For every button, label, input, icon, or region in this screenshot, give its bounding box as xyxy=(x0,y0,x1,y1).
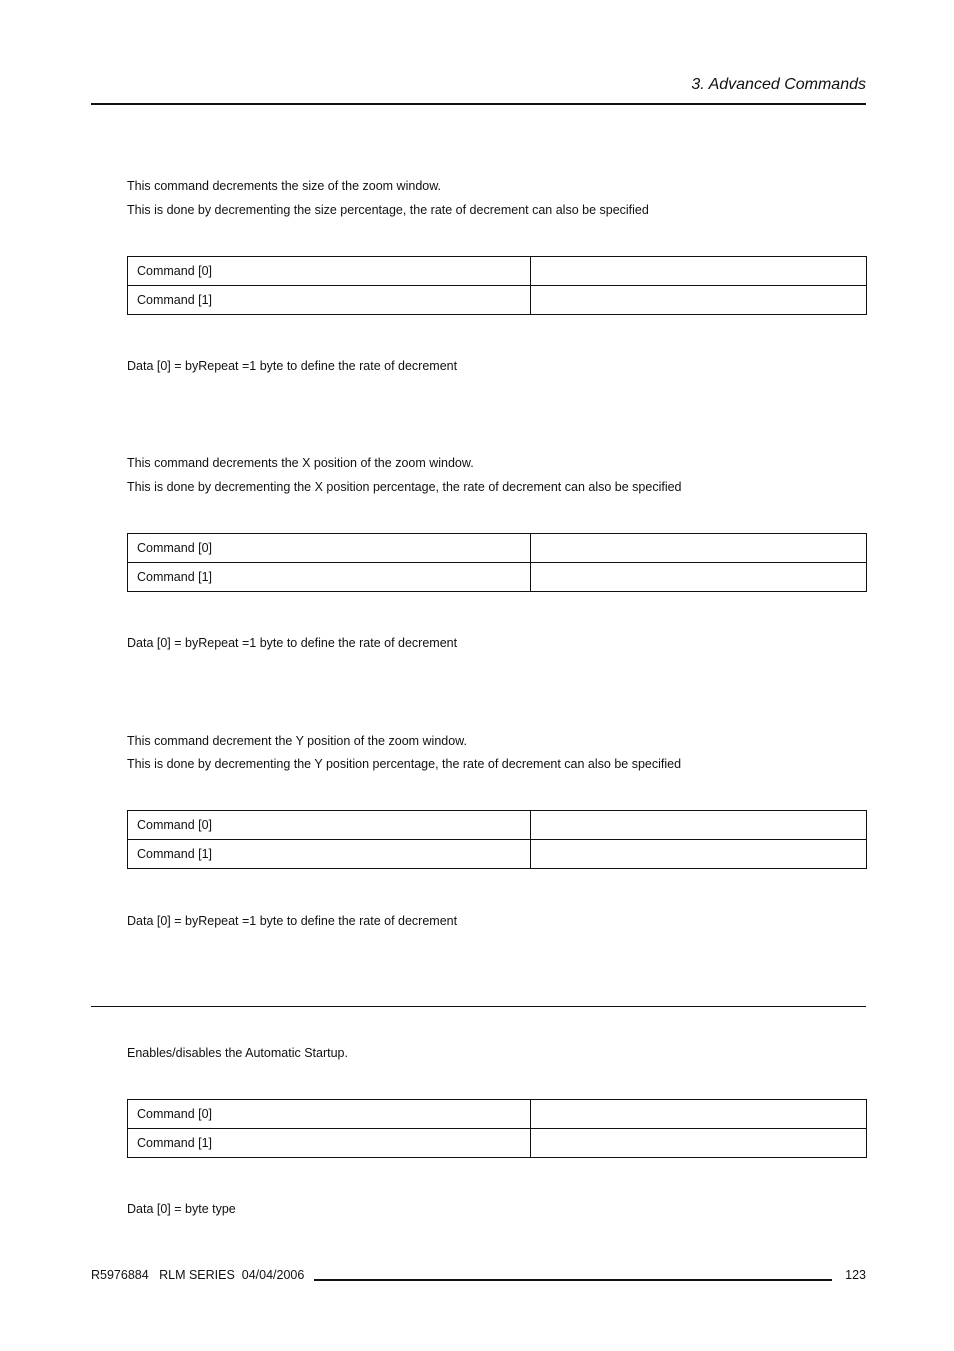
command-table xyxy=(127,256,867,315)
table-row xyxy=(128,286,867,315)
intro-text: This command decrements the size of the zoom window. xyxy=(127,179,442,193)
intro-text: This is done by decrementing the X position percentage, the rate of decrement can also be specified xyxy=(127,480,682,494)
command-value xyxy=(531,563,867,592)
table-row xyxy=(128,534,867,563)
document-info: R5976884 RLM SERIES 04/04/2006 xyxy=(91,1268,305,1282)
command-label: Command [1] xyxy=(128,840,531,869)
table-row xyxy=(128,840,867,869)
section-divider xyxy=(91,1006,866,1007)
intro-text: This is done by decrementing the Y position percentage, the rate of decrement can also be specified xyxy=(127,757,682,771)
command-label: Command [1] xyxy=(128,1129,531,1158)
command-label: Command [1] xyxy=(128,286,531,315)
command-table xyxy=(127,533,867,592)
command-label: Command [0] xyxy=(128,257,531,286)
intro-text: Enables/disables the Automatic Startup. xyxy=(127,1046,348,1060)
command-value xyxy=(531,534,867,563)
table-row xyxy=(128,563,867,592)
table-row xyxy=(128,811,867,840)
data-note: Data [0] = byte type xyxy=(127,1202,236,1216)
page-number: 123 xyxy=(845,1268,866,1282)
table-row xyxy=(128,257,867,286)
intro-text: This command decrement the Y position of the zoom window. xyxy=(127,734,467,748)
command-label: Command [0] xyxy=(128,534,531,563)
command-value xyxy=(531,1129,867,1158)
intro-text: This is done by decrementing the size percentage, the rate of decrement can also be specified xyxy=(127,203,649,217)
section-title: 3. Advanced Commands xyxy=(691,76,866,93)
footer-rule xyxy=(314,1279,832,1281)
table-row xyxy=(128,1100,867,1129)
data-note: Data [0] = byRepeat =1 byte to define the rate of decrement xyxy=(127,914,458,928)
data-note: Data [0] = byRepeat =1 byte to define the rate of decrement xyxy=(127,636,458,650)
data-note: Data [0] = byRepeat =1 byte to define the rate of decrement xyxy=(127,359,458,373)
command-value xyxy=(531,811,867,840)
command-value xyxy=(531,286,867,315)
command-label: Command [0] xyxy=(128,811,531,840)
command-value xyxy=(531,1100,867,1129)
command-label: Command [1] xyxy=(128,563,531,592)
intro-text: This command decrements the X position of the zoom window. xyxy=(127,456,474,470)
command-label: Command [0] xyxy=(128,1100,531,1129)
command-value xyxy=(531,257,867,286)
command-table xyxy=(127,810,867,869)
header-rule xyxy=(91,103,866,105)
table-row xyxy=(128,1129,867,1158)
command-table xyxy=(127,1099,867,1158)
command-value xyxy=(531,840,867,869)
